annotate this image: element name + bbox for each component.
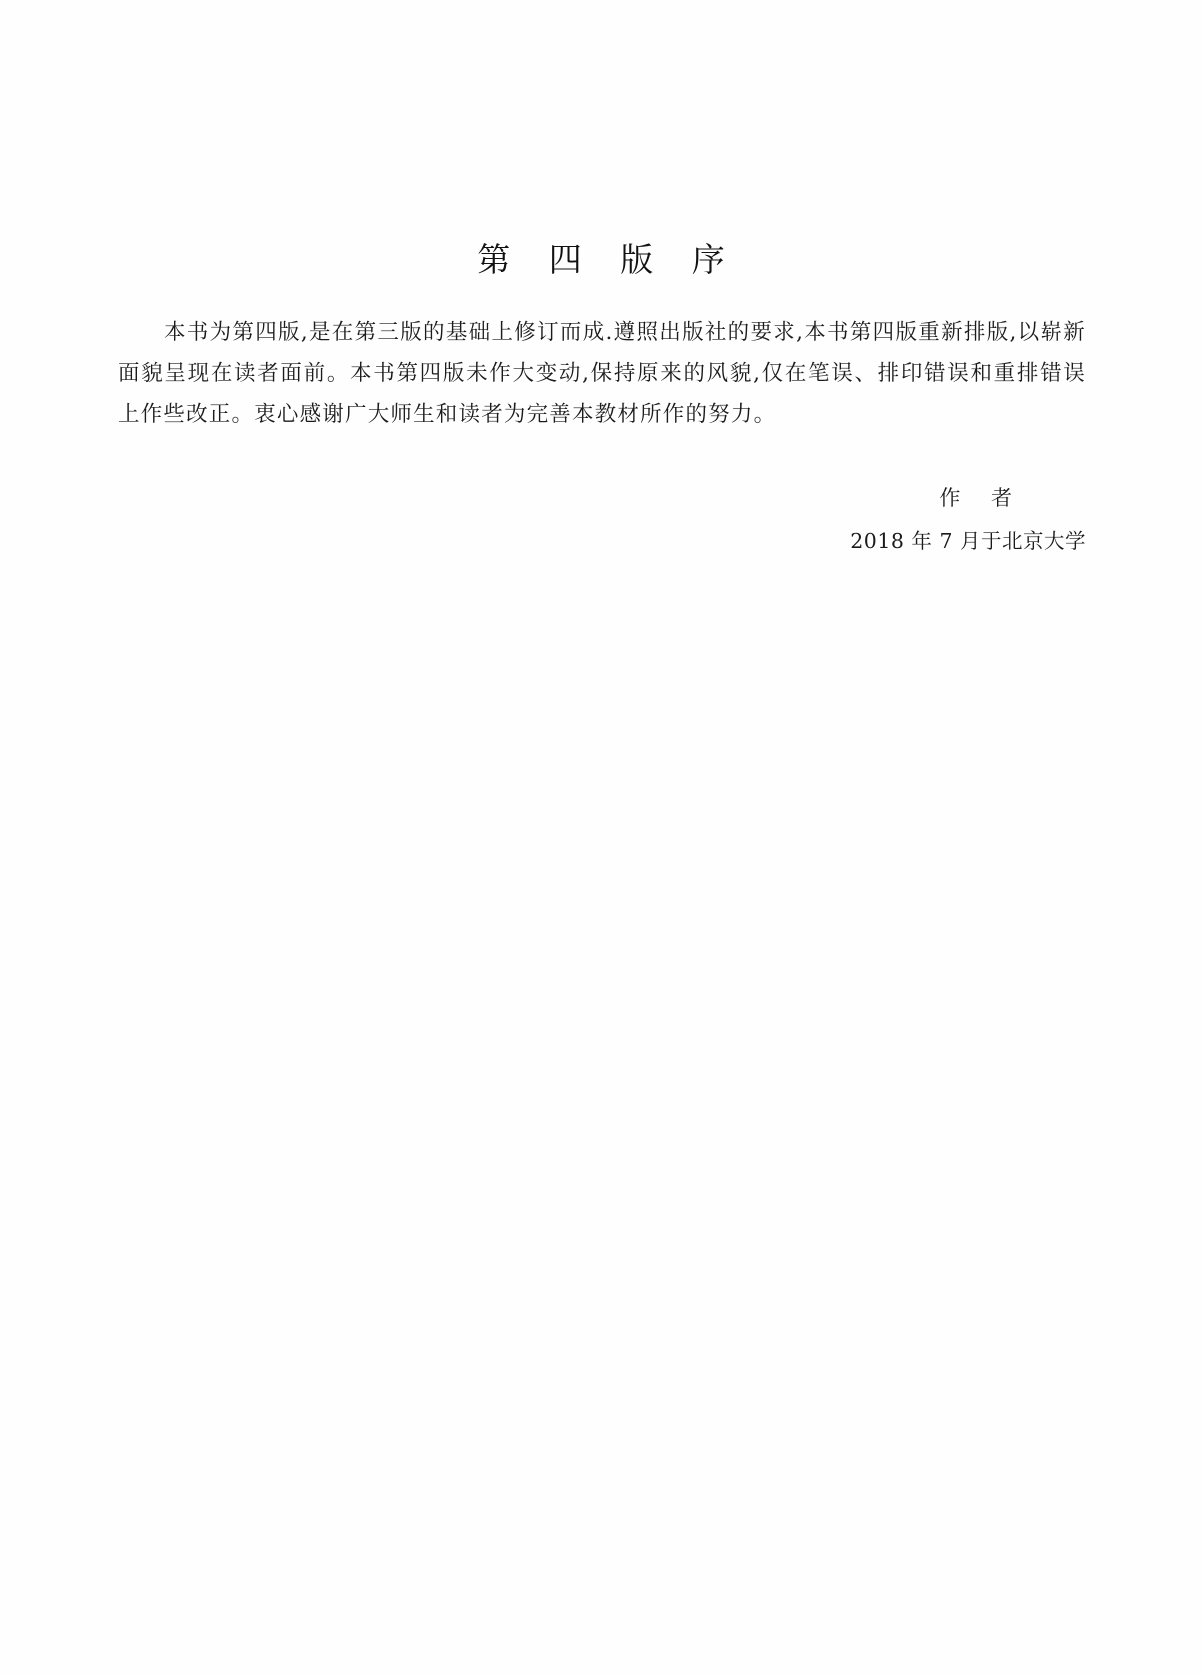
preface-body [118,312,1086,435]
signature-date: 2018 年 7 月于北京大学 [850,529,1086,553]
preface-paragraph: 本书为第四版,是在第三版的基础上修订而成.遵照出版社的要求,本书第四版重新排版,以崭新面貌呈现在读者面前。本书第四版未作大变动,保持原来的风貌,仅在笔误、排印错误和重排错误上作些改正。衷心感谢广大师生和读者为完善本教材所作的努力。 [118,320,1086,427]
signature-block [118,482,1086,554]
signature-author: 作 者 [939,486,1024,510]
page-title: 第 四 版 序 [477,240,739,280]
